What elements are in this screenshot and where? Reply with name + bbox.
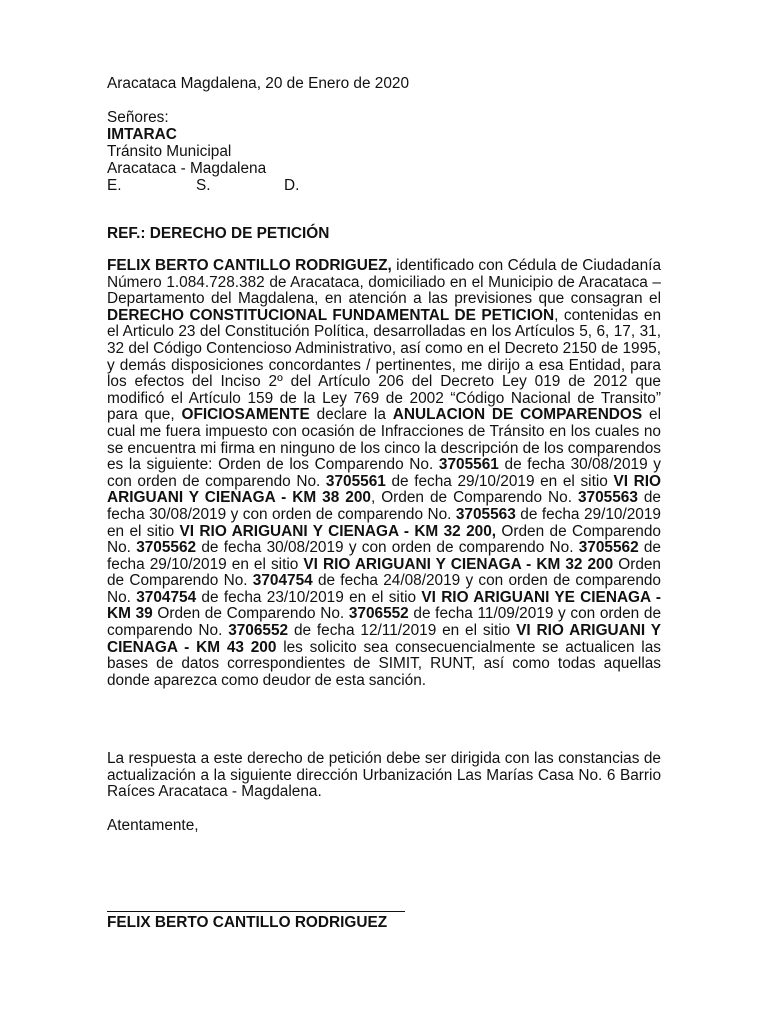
body-text-segment: de fecha 30/08/2019 y con orden de comparendo No. <box>196 539 579 557</box>
body-bold-segment: VI RIO ARIGUANI YE CIENAGA - KM 39 <box>107 588 661 623</box>
body-bold-segment: DERECHO CONSTITUCIONAL FUNDAMENTAL DE PETICION <box>107 306 555 324</box>
body-text-segment: les solicito sea consecuencialmente se actualicen las bases de datos correspondientes de SIMIT, RUNT, así como todas aquellas donde aparezca como deudor de esta sanción. <box>107 638 661 689</box>
body-bold-segment: ANULACION DE COMPARENDOS <box>392 406 643 424</box>
signature-line <box>107 911 405 912</box>
closing: Atentamente, <box>107 817 199 834</box>
date-line: Aracataca Magdalena, 20 de Enero de 2020 <box>107 75 410 92</box>
body-text-segment: de fecha 30/08/2019 y con orden de comparendo No. <box>107 489 661 523</box>
recipient-esd <box>107 177 300 195</box>
body-bold-segment: 3705561 <box>438 456 499 474</box>
body-bold-segment: 3705563 <box>455 505 516 523</box>
body-bold-segment: 3706552 <box>348 605 409 623</box>
body-text-segment: Orden de Comparendo No. <box>152 605 349 623</box>
body-text-segment: Orden de Comparendo No. <box>107 555 661 590</box>
body-bold-segment: 3706552 <box>228 622 289 640</box>
recipient-city: Aracataca - Magdalena <box>107 160 267 177</box>
body-bold-segment: 3705561 <box>325 472 386 490</box>
body-bold-segment: 3705563 <box>577 489 638 507</box>
body-bold-segment: OFICIOSAMENTE <box>181 406 310 424</box>
body-bold-segment: 3705562 <box>136 539 197 557</box>
esd-s: S. <box>196 177 211 194</box>
body-text-segment: de fecha 23/10/2019 en el sitio <box>196 588 422 606</box>
body-text-segment: de fecha 24/08/2019 y con orden de comparendo No. <box>107 572 661 606</box>
body-bold-segment: FELIX BERTO CANTILLO RODRIGUEZ, <box>107 257 392 274</box>
salutation: Señores: <box>107 109 169 126</box>
body-text-segment: el cual me fuera impuesto con ocasión de Infracciones de Tránsito en los cuales no se encuentra mi firma en ninguno de los cinco la descripción de los comparendos es la siguiente: Orden de los Comparendo No. <box>107 406 661 474</box>
body-text-segment: de fecha 29/10/2019 en el sitio <box>385 472 614 490</box>
body-bold-segment: VI RIO ARIGUANI Y CIENAGA - KM 32 200 <box>303 555 614 573</box>
signature-name: FELIX BERTO CANTILLO RODRIGUEZ <box>107 914 388 931</box>
body-text-segment: , Orden de Comparendo No. <box>370 489 578 507</box>
body-text-segment: de fecha 30/08/2019 y con orden de comparendo No. <box>107 456 661 490</box>
body-text-segment: de fecha 29/10/2019 en el sitio <box>107 539 661 573</box>
recipient-organization: IMTARAC <box>107 126 177 143</box>
body-bold-segment: 3704754 <box>136 588 197 606</box>
body-text-segment: identificado con Cédula de Ciudadanía Número 1.084.728.382 de Aracataca, domiciliado en el Municipio de Aracataca – Departamento del Magdalena, en atención a las previsiones que consagran el <box>107 257 661 308</box>
recipient-department: Tránsito Municipal <box>107 143 232 160</box>
body-bold-segment: 3705562 <box>578 539 639 557</box>
body-text-segment: Orden de Comparendo No. <box>107 522 661 557</box>
body-bold-segment: VI RIO ARIGUANI Y CIENAGA - KM 43 200 <box>107 622 661 656</box>
body-bold-segment: VI RIO ARIGUANI Y CIENAGA - KM 38 200 <box>107 472 661 507</box>
reference-line: REF.: DERECHO DE PETICIÓN <box>107 225 330 242</box>
body-text-segment: declare la <box>309 406 393 424</box>
body-bold-segment: VI RIO ARIGUANI Y CIENAGA - KM 32 200, <box>179 522 497 540</box>
body-text-segment: , contenidas en el Articulo 23 del Constitución Política, desarrolladas en los Artículos 5, 6, 17, 31, 32 del Código Contencioso Administrativo, así como en el Decreto 2150 de 1995, y demás disposiciones concordantes / pertinentes, me dirijo a esa Entidad, para los efectos del Inciso 2º del Artículo 206 del Decreto Ley 019 de 2012 que modificó el Artículo 159 de la Ley 769 de 2002 “Código Nacional de Transito” para que, <box>107 306 661 424</box>
body-text-segment: de fecha 29/10/2019 en el sitio <box>107 505 661 540</box>
body-paragraph <box>107 258 661 689</box>
reply-paragraph: La respuesta a este derecho de petición debe ser dirigida con las constancias de actualización a la siguiente dirección Urbanización Las Marías Casa No. 6 Barrio Raíces Aracataca - Magdalena. <box>107 750 661 801</box>
esd-d: D. <box>284 177 300 194</box>
esd-e: E. <box>107 177 122 194</box>
body-text-segment: de fecha 11/09/2019 y con orden de comparendo No. <box>107 605 661 640</box>
body-text-segment: de fecha 12/11/2019 en el sitio <box>288 622 517 640</box>
body-bold-segment: 3704754 <box>252 572 313 590</box>
recipient-block <box>107 109 300 195</box>
